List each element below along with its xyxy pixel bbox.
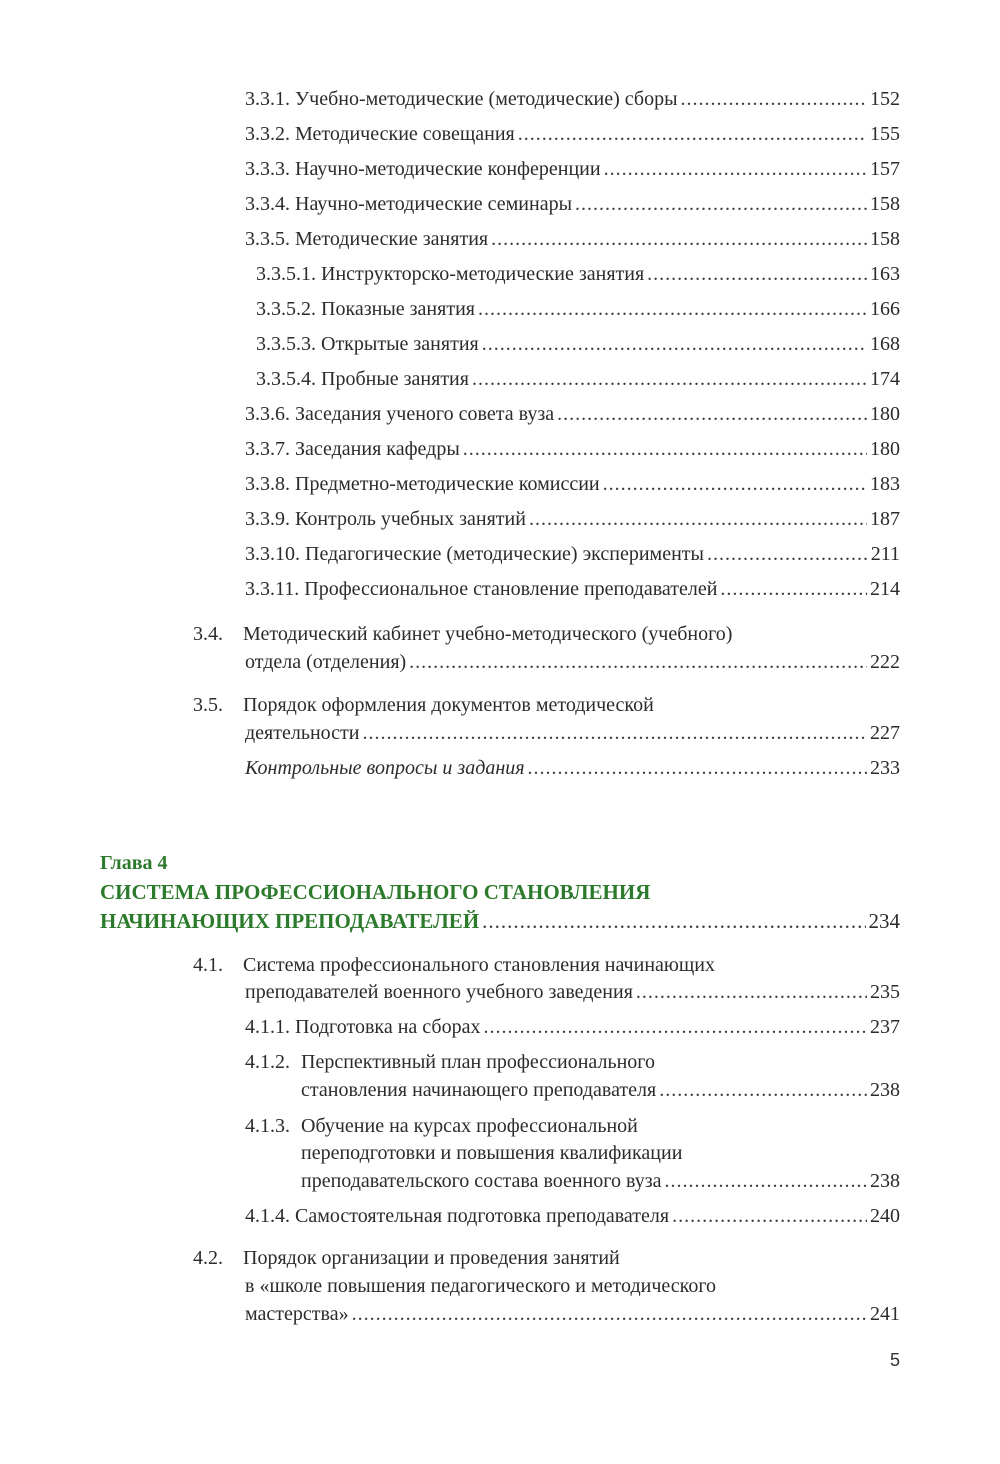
entry-page: 211 bbox=[870, 543, 900, 565]
toc-section-4-1-line2[interactable] bbox=[245, 975, 900, 1010]
leader-dots bbox=[681, 82, 867, 117]
entry-number: 3.3.5.1. bbox=[256, 263, 316, 285]
toc-entry[interactable] bbox=[245, 537, 900, 572]
entry-page: 152 bbox=[870, 88, 900, 110]
entry-page: 240 bbox=[870, 1205, 900, 1227]
entry-number: 4.1.1. bbox=[245, 1016, 290, 1038]
entry-page: 166 bbox=[870, 298, 900, 320]
entry-number: 3.3.7. bbox=[245, 438, 290, 460]
toc-entry-4-1-4[interactable] bbox=[245, 1199, 900, 1234]
entry-number: 3.5. bbox=[193, 694, 223, 716]
entry-number: 4.1. bbox=[193, 954, 223, 976]
entry-title: Профессиональное становление преподавателей bbox=[304, 578, 718, 600]
entry-title-continued: отдела (отделения) bbox=[245, 651, 407, 673]
toc-entry[interactable] bbox=[245, 502, 900, 537]
toc-section-3-5-line2[interactable] bbox=[245, 716, 900, 751]
entry-title-continued: деятельности bbox=[245, 722, 360, 744]
toc-entry[interactable] bbox=[245, 397, 900, 432]
entry-page: 235 bbox=[870, 981, 900, 1003]
leader-dots bbox=[528, 751, 867, 786]
leader-dots bbox=[647, 257, 867, 292]
entry-title: Заседания ученого совета вуза bbox=[295, 403, 555, 425]
entry-page: 183 bbox=[870, 473, 900, 495]
toc-entry[interactable] bbox=[245, 187, 900, 222]
entry-page: 238 bbox=[870, 1170, 900, 1192]
entry-title: Обучение на курсах профессиональной bbox=[301, 1115, 638, 1137]
entry-page: 163 bbox=[870, 263, 900, 285]
toc-entry-4-1-1[interactable] bbox=[245, 1010, 900, 1045]
entry-number: 3.3.9. bbox=[245, 508, 290, 530]
entry-page: 158 bbox=[870, 228, 900, 250]
leader-dots bbox=[707, 537, 868, 572]
toc-entry[interactable] bbox=[245, 467, 900, 502]
leader-dots bbox=[352, 1297, 867, 1332]
chapter-page: 234 bbox=[868, 909, 900, 933]
toc-questions[interactable] bbox=[245, 751, 900, 786]
leader-dots bbox=[483, 1010, 867, 1045]
entry-title: Система профессионального становления начинающих bbox=[243, 954, 715, 976]
leader-dots bbox=[659, 1073, 867, 1108]
entry-number: 3.3.11. bbox=[245, 578, 300, 600]
toc-entry[interactable] bbox=[256, 362, 900, 397]
page-number: 5 bbox=[889, 1350, 900, 1370]
entry-title: Заседания кафедры bbox=[295, 438, 460, 460]
entry-page: 158 bbox=[870, 193, 900, 215]
entry-title-continued: становления начинающего преподавателя bbox=[301, 1079, 657, 1101]
entry-title: Порядок оформления документов методической bbox=[243, 694, 654, 716]
entry-page: 174 bbox=[870, 368, 900, 390]
entry-number: 3.3.5.4. bbox=[256, 368, 316, 390]
leader-dots bbox=[482, 327, 867, 362]
toc-section-4-2-line3[interactable] bbox=[245, 1297, 900, 1332]
entry-title: Порядок организации и проведения занятий bbox=[243, 1247, 620, 1269]
entry-number: 4.1.4. bbox=[245, 1205, 290, 1227]
entry-page: 241 bbox=[870, 1303, 900, 1325]
entry-title: Контроль учебных занятий bbox=[295, 508, 526, 530]
entry-number: 4.1.2. bbox=[245, 1051, 290, 1073]
entry-title-continued: преподавательского состава военного вуза bbox=[301, 1170, 662, 1192]
entry-page: 214 bbox=[870, 578, 900, 600]
leader-dots bbox=[636, 975, 867, 1010]
entry-number: 3.3.8. bbox=[245, 473, 290, 495]
entry-number: 3.3.5.3. bbox=[256, 333, 316, 355]
leader-dots bbox=[557, 397, 867, 432]
toc-entry[interactable] bbox=[245, 152, 900, 187]
entry-title: Научно-методические семинары bbox=[295, 193, 573, 215]
entry-title: Предметно-методические комиссии bbox=[295, 473, 600, 495]
leader-dots bbox=[575, 187, 867, 222]
entry-title: Перспективный план профессионального bbox=[301, 1051, 655, 1073]
entry-page: 157 bbox=[870, 158, 900, 180]
leader-dots bbox=[363, 716, 868, 751]
leader-dots bbox=[482, 904, 865, 939]
entry-number: 4.1.3. bbox=[245, 1115, 290, 1137]
leader-dots bbox=[491, 222, 867, 257]
entry-number: 3.3.1. bbox=[245, 88, 290, 110]
entry-title-continued: мастерства» bbox=[245, 1303, 349, 1325]
entry-page: 233 bbox=[870, 757, 900, 779]
entry-title: Контрольные вопросы и задания bbox=[245, 757, 525, 779]
toc-entry[interactable] bbox=[245, 572, 900, 607]
entry-title: Методические совещания bbox=[295, 123, 515, 145]
chapter-title-line2[interactable] bbox=[100, 904, 900, 939]
entry-title: Открытые занятия bbox=[321, 333, 479, 355]
entry-page: 168 bbox=[870, 333, 900, 355]
leader-dots bbox=[478, 292, 867, 327]
chapter-title-continued: НАЧИНАЮЩИХ ПРЕПОДАВАТЕЛЕЙ bbox=[100, 909, 480, 933]
toc-entry[interactable] bbox=[245, 82, 900, 117]
toc-entry-4-1-3-line3[interactable] bbox=[301, 1164, 900, 1199]
leader-dots bbox=[665, 1164, 867, 1199]
leader-dots bbox=[529, 502, 867, 537]
entry-page: 222 bbox=[870, 651, 900, 673]
entry-number: 3.3.5. bbox=[245, 228, 290, 250]
entry-title: Инструкторско-методические занятия bbox=[321, 263, 645, 285]
entry-title: Учебно-методические (методические) сборы bbox=[295, 88, 678, 110]
entry-number: 3.3.10. bbox=[245, 543, 300, 565]
entry-number: 3.3.2. bbox=[245, 123, 290, 145]
entry-number: 3.4. bbox=[193, 623, 223, 645]
entry-title: Методические занятия bbox=[295, 228, 489, 250]
leader-dots bbox=[672, 1199, 867, 1234]
toc-entry[interactable] bbox=[256, 327, 900, 362]
entry-number: 3.3.4. bbox=[245, 193, 290, 215]
entry-page: 237 bbox=[870, 1016, 900, 1038]
leader-dots bbox=[463, 432, 867, 467]
entry-page: 180 bbox=[870, 438, 900, 460]
toc-entry-4-1-2-line2[interactable] bbox=[301, 1073, 900, 1108]
chapter-title-line1[interactable]: СИСТЕМА ПРОФЕССИОНАЛЬНОГО СТАНОВЛЕНИЯ bbox=[100, 880, 651, 904]
entry-title-continued: преподавателей военного учебного заведения bbox=[245, 981, 633, 1003]
entry-title-continued: в «школе повышения педагогического и методического bbox=[245, 1275, 717, 1297]
entry-page: 180 bbox=[870, 403, 900, 425]
toc-section-3-4-line2[interactable] bbox=[245, 645, 900, 680]
entry-title: Самостоятельная подготовка преподавателя bbox=[295, 1205, 670, 1227]
entry-number: 3.3.5.2. bbox=[256, 298, 316, 320]
leader-dots bbox=[409, 645, 867, 680]
entry-title: Показные занятия bbox=[321, 298, 475, 320]
entry-number: 3.3.6. bbox=[245, 403, 290, 425]
entry-page: 227 bbox=[870, 722, 900, 744]
leader-dots bbox=[603, 467, 867, 502]
leader-dots bbox=[720, 572, 867, 607]
entry-page: 238 bbox=[870, 1079, 900, 1101]
toc-entry[interactable] bbox=[245, 432, 900, 467]
entry-title-continued: переподготовки и повышения квалификации bbox=[301, 1142, 683, 1164]
toc-entry[interactable] bbox=[245, 117, 900, 152]
toc-entry[interactable] bbox=[245, 222, 900, 257]
entry-title: Подготовка на сборах bbox=[295, 1016, 481, 1038]
entry-title: Научно-методические конференции bbox=[295, 158, 601, 180]
leader-dots bbox=[604, 152, 867, 187]
leader-dots bbox=[518, 117, 867, 152]
entry-number: 4.2. bbox=[193, 1247, 223, 1269]
entry-title: Пробные занятия bbox=[321, 368, 469, 390]
entry-number: 3.3.3. bbox=[245, 158, 290, 180]
entry-page: 155 bbox=[870, 123, 900, 145]
toc-entry[interactable] bbox=[256, 257, 900, 292]
leader-dots bbox=[472, 362, 867, 397]
entry-title: Педагогические (методические) эксперименты bbox=[305, 543, 704, 565]
entry-page: 187 bbox=[870, 508, 900, 530]
chapter-label: Глава 4 bbox=[100, 852, 168, 874]
toc-entry[interactable] bbox=[256, 292, 900, 327]
entry-title: Методический кабинет учебно-методического (учебного) bbox=[243, 623, 733, 645]
